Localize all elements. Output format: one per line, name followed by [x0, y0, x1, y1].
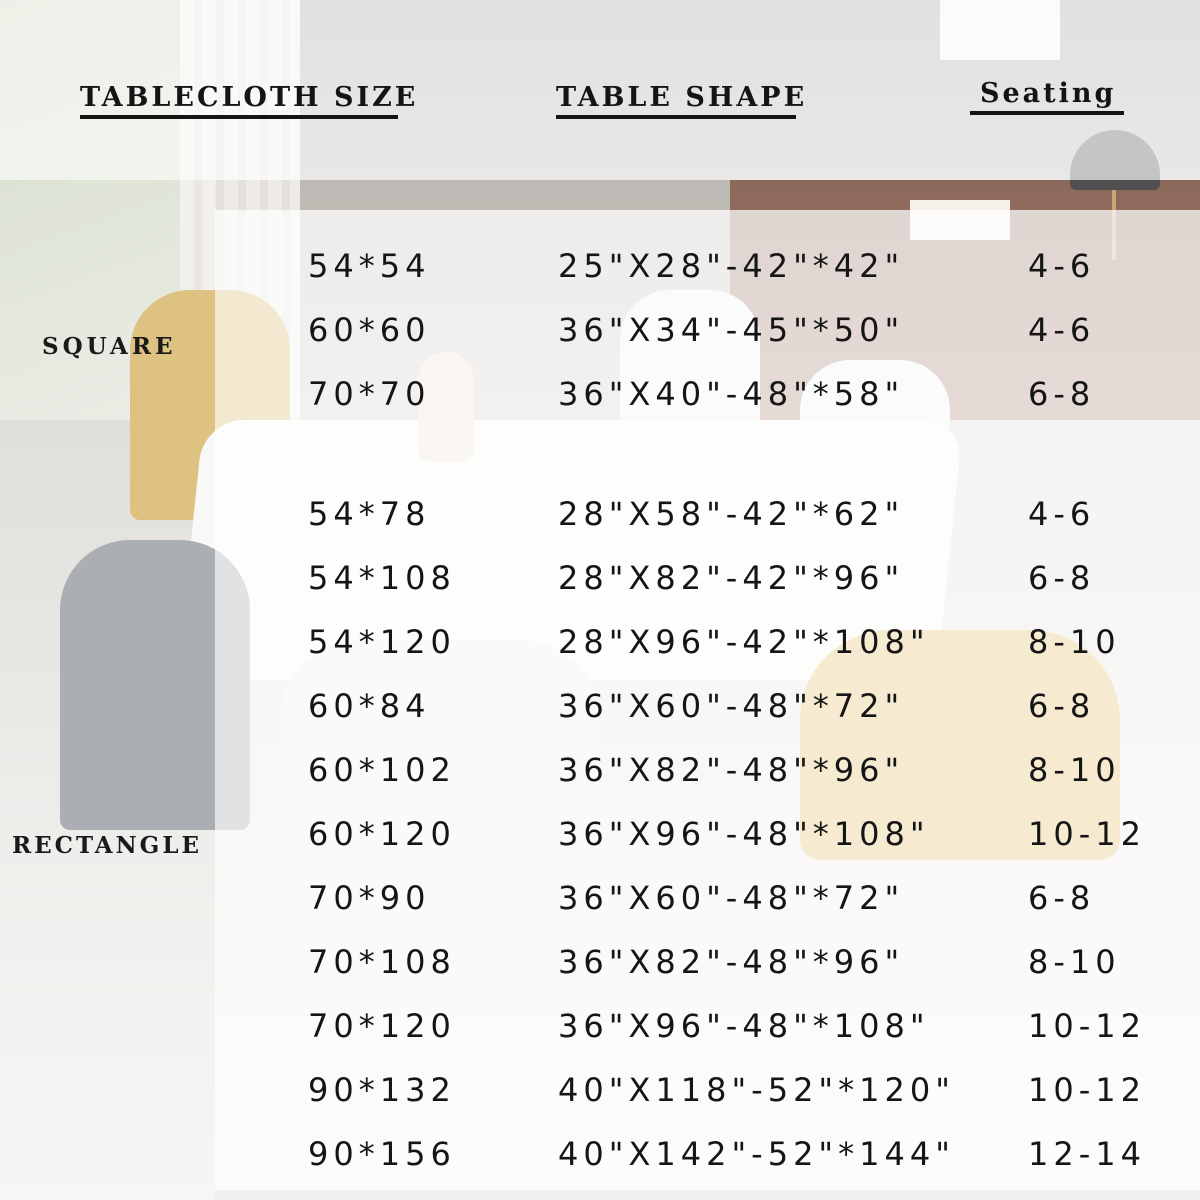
- shape-cell: 28"X58"-42"*62": [558, 495, 905, 533]
- seating-cell: 10-12: [1028, 815, 1146, 853]
- table-row: [0, 810, 1200, 858]
- size-cell: 60*120: [308, 815, 456, 853]
- group-label-square: SQUARE: [42, 333, 177, 360]
- shape-cell: 28"X96"-42"*108": [558, 623, 930, 661]
- size-cell: 70*70: [308, 375, 431, 413]
- seating-cell: 10-12: [1028, 1007, 1146, 1045]
- column-header-tablecloth-size: [80, 82, 419, 113]
- table-row: [0, 682, 1200, 730]
- size-cell: 90*132: [308, 1071, 456, 1109]
- shape-cell: 25"X28"-42"*42": [558, 247, 905, 285]
- table-row: [0, 938, 1200, 986]
- seating-cell: 8-10: [1028, 751, 1121, 789]
- seating-cell: 6-8: [1028, 375, 1096, 413]
- size-cell: 70*108: [308, 943, 456, 981]
- size-cell: 54*54: [308, 247, 431, 285]
- shape-cell: 36"X34"-45"*50": [558, 311, 905, 349]
- size-cell: 60*60: [308, 311, 431, 349]
- column-header-label: TABLE SHAPE: [556, 82, 808, 113]
- size-cell: 54*78: [308, 495, 431, 533]
- size-cell: 60*102: [308, 751, 456, 789]
- column-header-label: TABLECLOTH SIZE: [80, 82, 419, 113]
- shape-cell: 28"X82"-42"*96": [558, 559, 905, 597]
- header-underline: [80, 115, 398, 119]
- table-row: [0, 242, 1200, 290]
- seating-cell: 10-12: [1028, 1071, 1146, 1109]
- shape-cell: 36"X82"-48"*96": [558, 751, 905, 789]
- table-row: [0, 370, 1200, 418]
- column-header-seating: [980, 78, 1116, 109]
- table-row: [0, 306, 1200, 354]
- seating-cell: 6-8: [1028, 879, 1096, 917]
- shape-cell: 40"X118"-52"*120": [558, 1071, 955, 1109]
- column-header-label: Seating: [980, 78, 1117, 109]
- seating-cell: 4-6: [1028, 495, 1096, 533]
- shape-cell: 36"X40"-48"*58": [558, 375, 905, 413]
- shape-cell: 36"X82"-48"*96": [558, 943, 905, 981]
- table-row: [0, 1002, 1200, 1050]
- seating-cell: 12-14: [1028, 1135, 1146, 1173]
- column-header-table-shape: [556, 82, 808, 113]
- seating-cell: 4-6: [1028, 247, 1096, 285]
- table-row: [0, 746, 1200, 794]
- table-row: [0, 874, 1200, 922]
- header-underline: [556, 115, 796, 119]
- seating-cell: 8-10: [1028, 623, 1121, 661]
- size-cell: 90*156: [308, 1135, 456, 1173]
- seating-cell: 4-6: [1028, 311, 1096, 349]
- shape-cell: 36"X96"-48"*108": [558, 1007, 930, 1045]
- shape-cell: 36"X96"-48"*108": [558, 815, 930, 853]
- size-cell: 70*120: [308, 1007, 456, 1045]
- shape-cell: 36"X60"-48"*72": [558, 879, 905, 917]
- table-row: [0, 1130, 1200, 1178]
- seating-cell: 6-8: [1028, 559, 1096, 597]
- table-row: [0, 618, 1200, 666]
- table-row: [0, 490, 1200, 538]
- size-cell: 54*120: [308, 623, 456, 661]
- table-row: [0, 1066, 1200, 1114]
- seating-cell: 6-8: [1028, 687, 1096, 725]
- shape-cell: 40"X142"-52"*144": [558, 1135, 955, 1173]
- header-underline: [970, 111, 1124, 115]
- table-row: [0, 554, 1200, 602]
- seating-cell: 8-10: [1028, 943, 1121, 981]
- size-cell: 60*84: [308, 687, 431, 725]
- shape-cell: 36"X60"-48"*72": [558, 687, 905, 725]
- size-cell: 54*108: [308, 559, 456, 597]
- size-cell: 70*90: [308, 879, 431, 917]
- group-label-rectangle: RECTANGLE: [12, 832, 203, 859]
